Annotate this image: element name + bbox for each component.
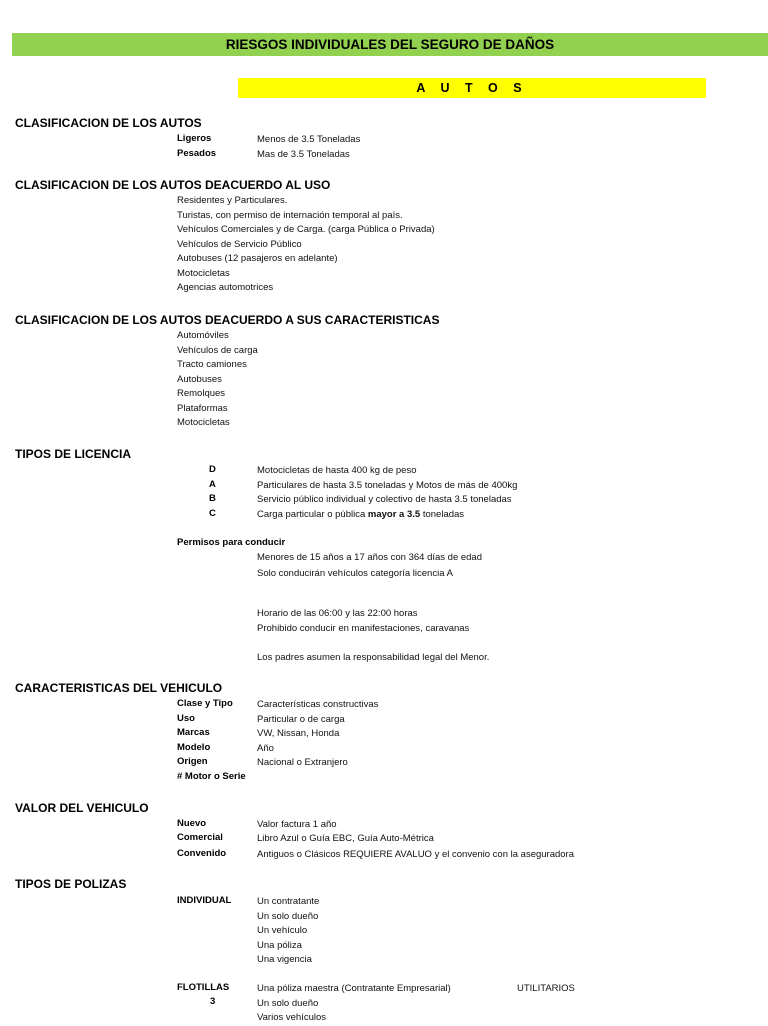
- list-uso: [177, 194, 435, 296]
- list-item: Autobuses (12 pasajeros en adelante): [177, 253, 338, 264]
- permiso-item: Horario de las 06:00 y las 22:00 horas: [257, 608, 418, 619]
- list-item: Plataformas: [177, 402, 228, 414]
- heading-vehiculo: CARACTERISTICAS DEL VEHICULO: [15, 681, 223, 695]
- individual-label: INDIVIDUAL: [177, 895, 232, 906]
- valor-label: Comercial: [177, 832, 223, 843]
- licencia-desc-c-pre: Carga particular o pública: [257, 509, 368, 520]
- licencia-desc-a: Particulares de hasta 3.5 toneladas y Motos de más de 400kg: [257, 480, 518, 491]
- licencia-desc-c-bold: mayor a 3.5: [367, 509, 421, 520]
- list-item: Residentes y Particulares.: [177, 195, 288, 206]
- value-pesados: Mas de 3.5 Toneladas: [257, 149, 350, 160]
- heading-caracteristicas: CLASIFICACION DE LOS AUTOS DEACUERDO A SUS CARACTERISTICAS: [15, 313, 440, 327]
- vehiculo-value: Nacional o Extranjero: [257, 757, 348, 768]
- heading-uso: CLASIFICACION DE LOS AUTOS DEACUERDO AL USO: [15, 178, 331, 192]
- list-item: Turistas, con permiso de internación temporal al país.: [177, 209, 403, 221]
- valor-label: Convenido: [177, 848, 227, 859]
- valor-value: Valor factura 1 año: [257, 819, 337, 830]
- list-item: Vehículos de carga: [177, 344, 258, 356]
- licencia-desc-c-post: toneladas: [420, 509, 465, 520]
- list-item: Automóviles: [177, 330, 229, 341]
- permisos-label: Permisos para conducir: [177, 537, 286, 548]
- list-caracteristicas: [177, 329, 258, 431]
- list-item: Un solo dueño: [257, 910, 319, 922]
- list-item: Vehículos de Servicio Público: [177, 238, 302, 250]
- list-item: Remolques: [177, 388, 226, 399]
- list-item: Un solo dueño: [257, 997, 319, 1009]
- vehiculo-value: Características constructivas: [257, 699, 379, 710]
- list-item: Una póliza maestra (Contratante Empresarial): [257, 983, 451, 994]
- vehiculo-label: Origen: [177, 756, 208, 767]
- list-item: Un contratante: [257, 896, 320, 907]
- label-pesados: Pesados: [177, 148, 217, 159]
- heading-polizas: TIPOS DE POLIZAS: [15, 877, 127, 891]
- list-item: Agencias automotrices: [177, 282, 274, 293]
- list-item: Un vehículo: [257, 925, 308, 936]
- vehiculo-value: Año: [257, 743, 274, 754]
- permiso-item: Los padres asumen la responsabilidad legal del Menor.: [257, 652, 490, 663]
- vehiculo-label: Marcas: [177, 727, 210, 738]
- list-item: Varios vehículos: [257, 1012, 326, 1023]
- list-flotillas: [257, 982, 451, 1026]
- banner-title: RIESGOS INDIVIDUALES DEL SEGURO DE DAÑOS: [12, 33, 768, 56]
- licencia-code-a: A: [209, 479, 216, 490]
- list-item: Vehículos Comerciales y de Carga. (carga Pública o Privada): [177, 224, 435, 235]
- permiso-item: Menores de 15 años a 17 años con 364 días de edad: [257, 552, 483, 563]
- licencia-desc-c: [257, 509, 464, 520]
- label-ligeros: Ligeros: [177, 133, 212, 144]
- autos-title: A U T O S: [238, 78, 706, 98]
- flotillas-number: 3: [210, 996, 216, 1007]
- vehiculo-label: Uso: [177, 713, 195, 724]
- list-individual: [257, 895, 319, 968]
- vehiculo-label: Modelo: [177, 742, 211, 753]
- valor-value: Libro Azul o Guía EBC, Guía Auto-Métrica: [257, 833, 434, 844]
- list-item: Tracto camiones: [177, 359, 247, 370]
- list-item: Motocicletas: [177, 417, 230, 428]
- vehiculo-value: Particular o de carga: [257, 714, 345, 725]
- list-item: Una póliza: [257, 939, 302, 951]
- value-ligeros: Menos de 3.5 Toneladas: [257, 134, 361, 145]
- valor-label: Nuevo: [177, 818, 207, 829]
- licencia-code-b: B: [209, 493, 216, 504]
- valor-value: Antiguos o Clásicos REQUIERE AVALUO y el convenio con la aseguradora: [257, 849, 575, 860]
- licencia-desc-d: Motocicletas de hasta 400 kg de peso: [257, 465, 417, 476]
- vehiculo-label: Clase y Tipo: [177, 698, 233, 709]
- utilitarios-label: UTILITARIOS: [517, 983, 575, 994]
- vehiculo-value: VW, Nissan, Honda: [257, 728, 340, 739]
- permiso-item: Solo conducirán vehículos categoría licencia A: [257, 568, 453, 579]
- licencia-code-d: D: [209, 464, 216, 475]
- flotillas-label: FLOTILLAS: [177, 982, 230, 993]
- vehiculo-label: # Motor o Serie: [177, 771, 246, 782]
- list-item: Motocicletas: [177, 267, 230, 279]
- heading-valor: VALOR DEL VEHICULO: [15, 801, 149, 815]
- list-item: Autobuses: [177, 373, 222, 385]
- licencia-code-c: C: [209, 508, 216, 519]
- heading-licencia: TIPOS DE LICENCIA: [15, 447, 132, 461]
- list-item: Una vigencia: [257, 954, 312, 965]
- heading-clasificacion: CLASIFICACION DE LOS AUTOS: [15, 116, 202, 130]
- licencia-desc-b: Servicio público individual y colectivo de hasta 3.5 toneladas: [257, 494, 512, 505]
- permiso-item: Prohibido conducir en manifestaciones, caravanas: [257, 623, 470, 634]
